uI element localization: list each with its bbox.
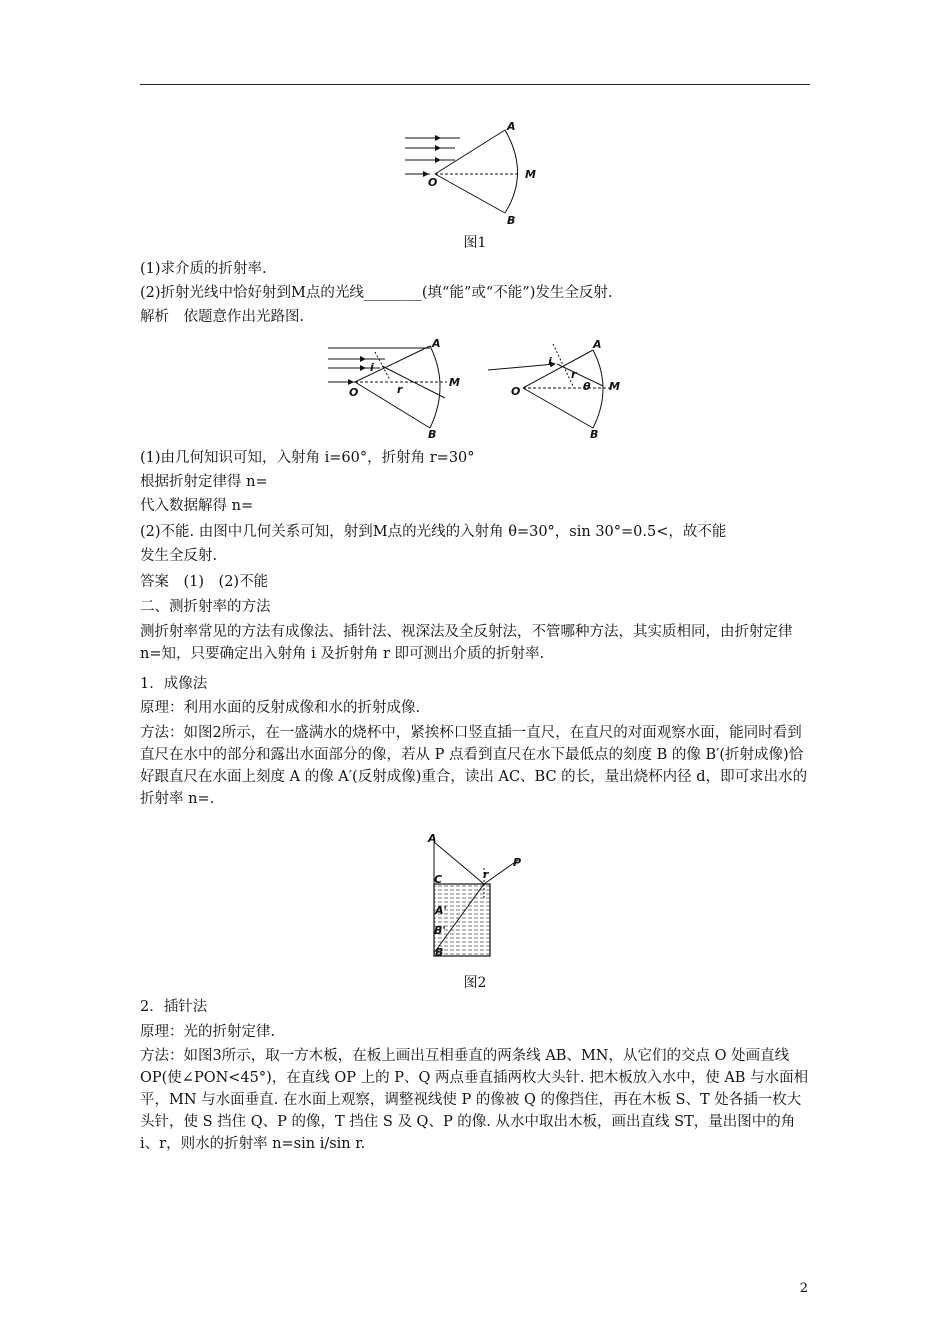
figure-2 — [420, 828, 535, 963]
sol-right-label-m: M — [609, 380, 620, 393]
fig2-label-p: P — [513, 856, 522, 869]
solution-line-4: (2)不能. 由图中几何关系可知，射到M点的光线的入射角 θ=30°，sin 30°=0.5<，故不能 — [140, 524, 727, 540]
sol-left-label-b: B — [428, 428, 437, 441]
solution-line-2: 根据折射定律得 n= — [140, 474, 268, 490]
method-2-principle: 原理：光的折射定律. — [140, 1024, 276, 1040]
fig1-label-a: A — [507, 120, 516, 133]
fig1-label-o: O — [428, 176, 438, 189]
fig2-label-r: r — [483, 868, 489, 881]
sol-left-label-m: M — [449, 376, 460, 389]
fig2-label-c: C — [434, 873, 443, 886]
sol-right-label-r: r — [571, 368, 577, 381]
sol-right-label-a: A — [593, 338, 602, 351]
sol-left-label-r: r — [397, 383, 403, 396]
sol-left-label-i: i — [370, 361, 374, 374]
figure-1 — [400, 118, 550, 230]
answer-line: 答案 (1) (2)不能 — [140, 574, 269, 590]
figure-2-caption: 图2 — [463, 975, 487, 991]
solution-line-5: 发生全反射. — [140, 548, 218, 564]
method-1-method: 方法：如图2所示，在一盛满水的烧杯中，紧挨杯口竖直插一直尺，在直尺的对面观察水面，能同时看到直尺在水中的部分和露出水面部分的像，若从 P 点看到直尺在水下最低点的刻度 B 的像 B′(折射成像)恰好跟直尺在水面上刻度 A 的像 A′(反射成像)重合，读出 AC、BC 的长，量出烧杯内径 d，即可求出水的折射率 n=. — [140, 725, 808, 807]
sol-right-label-b: B — [590, 428, 599, 441]
method-1-heading: 1．成像法 — [140, 676, 208, 692]
fig2-label-b: B — [435, 946, 444, 959]
sol-right-label-o: O — [511, 385, 521, 398]
page-number: 2 — [799, 1281, 808, 1296]
sol-right-label-theta: θ — [583, 380, 591, 393]
fig2-label-a-prime: A' — [435, 904, 447, 917]
sol-right-label-i: i — [548, 355, 552, 368]
analysis-heading: 解析 依题意作出光路图. — [140, 309, 305, 325]
header-rule — [140, 84, 810, 85]
solution-figure-right — [485, 338, 630, 443]
fig2-label-b-prime: B' — [434, 924, 446, 937]
method-2-heading: 2．插针法 — [140, 999, 208, 1015]
fig1-label-b: B — [507, 214, 516, 227]
question-2: (2)折射光线中恰好射到M点的光线________(填“能”或“不能”)发生全反射. — [140, 285, 613, 301]
fig2-label-a: A — [428, 832, 437, 845]
method-2-method: 方法：如图3所示，取一方木板，在板上画出互相垂直的两条线 AB、MN，从它们的交点 O 处画直线 OP(使∠PON<45°)，在直线 OP 上的 P、Q 两点垂直插两枚大头针. 把木板放入水中，使 AB 与水面相平，MN 与水面垂直. 在水面上观察，调整视线使 P 的像被 Q 的像挡住，再在木板 S、T 处各插一枚大头针，使 S 挡住 Q、P 的像，T 挡住 S 及 Q、P 的像. 从水中取出木板，画出直线 ST，量出图中的角 i、r，则水的折射率 n=sin i/sin r. — [140, 1048, 809, 1152]
question-1: (1)求介质的折射率. — [140, 261, 267, 277]
solution-line-1: (1)由几何知识可知，入射角 i=60°，折射角 r=30° — [140, 450, 475, 466]
figure-1-caption: 图1 — [463, 235, 487, 251]
method-1-principle: 原理：利用水面的反射成像和水的折射成像. — [140, 700, 421, 716]
section-2-intro: 测折射率常见的方法有成像法、插针法、视深法及全反射法，不管哪种方法，其实质相同，由折射定律 n=知，只要确定出入射角 i 及折射角 r 即可测出介质的折射率. — [140, 624, 793, 662]
sol-left-label-a: A — [432, 338, 441, 350]
section-2-heading: 二、测折射率的方法 — [140, 599, 271, 615]
sol-left-label-o: O — [349, 386, 359, 399]
solution-line-3: 代入数据解得 n= — [140, 498, 254, 514]
fig1-label-m: M — [525, 168, 536, 181]
solution-figure-left — [325, 338, 465, 443]
